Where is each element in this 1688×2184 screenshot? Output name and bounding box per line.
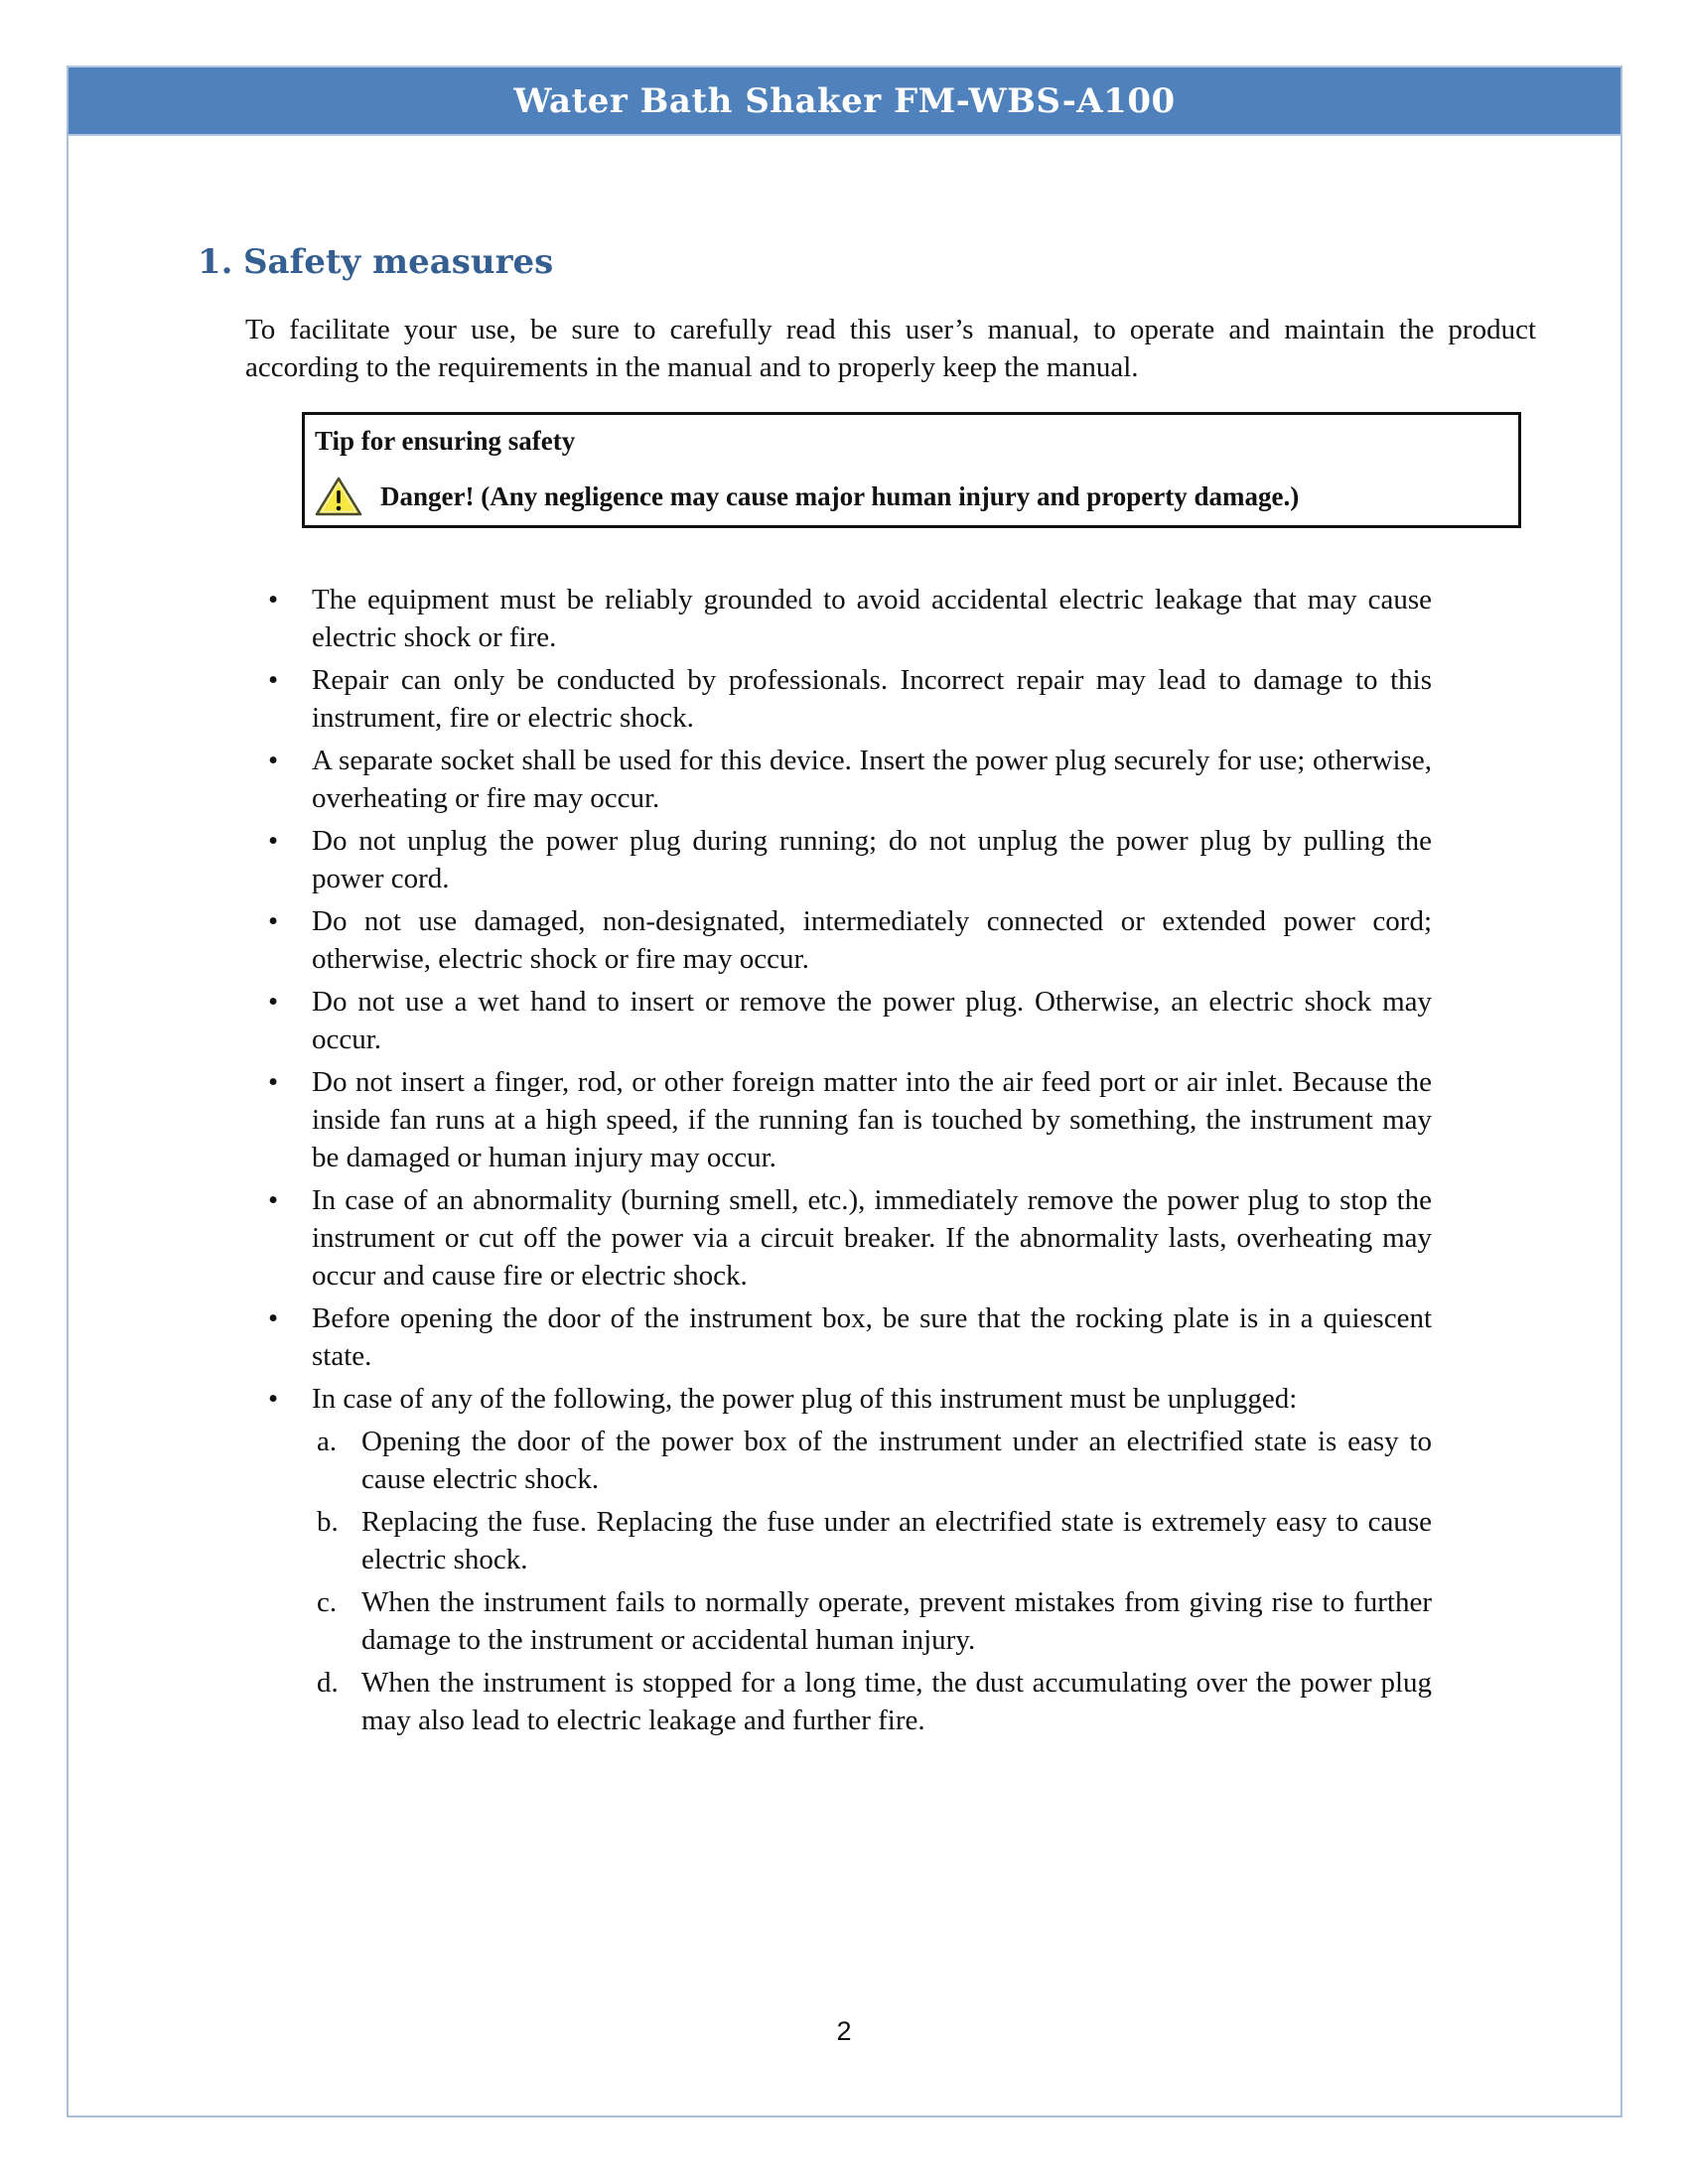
tip-box-title: Tip for ensuring safety [315, 426, 576, 456]
bullet-text-content: Before opening the door of the instrument box, be sure that the rocking plate is in a quiescent state. [312, 1302, 1432, 1372]
bullet-item [69, 1380, 1620, 1739]
bullet-text-content: In case of any of the following, the power plug of this instrument must be unplugged: [312, 1383, 1298, 1415]
bullet-item [69, 902, 1620, 978]
bullet-text [312, 983, 1432, 1058]
bullet-item [69, 661, 1620, 737]
warning-triangle-icon [315, 476, 362, 517]
header-banner [69, 66, 1620, 136]
bullet-item [69, 1299, 1620, 1375]
bullet-marker: • [268, 986, 279, 1018]
sub-item [312, 1664, 1432, 1739]
bullet-text [312, 822, 1432, 897]
page-number: 2 [836, 2016, 852, 2046]
section-title: Safety measures [243, 242, 554, 282]
bullet-item [69, 983, 1620, 1058]
bullet-text [312, 1380, 1432, 1739]
bullet-marker: • [268, 1184, 279, 1216]
content-frame [67, 66, 1622, 2117]
bullet-text-content: A separate socket shall be used for this device. Insert the power plug securely for use; otherwise, overheating or fire may occur. [312, 745, 1432, 814]
bullet-marker: • [268, 1383, 279, 1415]
sub-item-marker: a. [317, 1426, 338, 1457]
section-number: 1. [198, 242, 233, 282]
sub-item-marker: d. [317, 1667, 339, 1699]
safety-tip-box [302, 412, 1521, 528]
danger-row [315, 476, 1504, 517]
bullet-item [69, 822, 1620, 897]
bullet-item [69, 1063, 1620, 1176]
bullet-text-content: Repair can only be conducted by professionals. Incorrect repair may lead to damage to this instrument, fire or electric shock. [312, 664, 1432, 734]
bullet-item [69, 742, 1620, 817]
sub-item-text: Replacing the fuse. Replacing the fuse under an electrified state is extremely easy to cause electric shock. [361, 1506, 1432, 1575]
sub-item-text: Opening the door of the power box of the instrument under an electrified state is easy to cause electric shock. [361, 1426, 1432, 1495]
bullet-marker: • [268, 584, 279, 615]
safety-bullet-list [69, 581, 1620, 1739]
bullet-text-content: Do not insert a finger, rod, or other foreign matter into the air feed port or air inlet. Because the inside fan runs at a high speed, if the running fan is touched by something, the instrument may be damaged or human injury may occur. [312, 1066, 1432, 1173]
sub-item-marker: c. [317, 1586, 338, 1618]
sub-item-marker: b. [317, 1506, 339, 1538]
document-title: Water Bath Shaker FM-WBS-A100 [513, 80, 1176, 121]
sub-item [312, 1583, 1432, 1659]
bullet-text-content: Do not use damaged, non-designated, intermediately connected or extended power cord; otherwise, electric shock or fire may occur. [312, 905, 1432, 975]
bullet-text [312, 1181, 1432, 1295]
bullet-marker: • [268, 825, 279, 857]
bullet-item [69, 1181, 1620, 1295]
sub-item-text: When the instrument fails to normally operate, prevent mistakes from giving rise to further damage to the instrument or accidental human injury. [361, 1586, 1432, 1656]
bullet-text [312, 581, 1432, 656]
bullet-marker: • [268, 745, 279, 776]
bullet-text [312, 661, 1432, 737]
bullet-text-content: The equipment must be reliably grounded to avoid accidental electric leakage that may cause electric shock or fire. [312, 584, 1432, 653]
bullet-marker: • [268, 664, 279, 696]
sub-item-text: When the instrument is stopped for a long time, the dust accumulating over the power plug may also lead to electric leakage and further fire. [361, 1667, 1432, 1736]
bullet-text [312, 1063, 1432, 1176]
danger-text: Danger! (Any negligence may cause major human injury and property damage.) [380, 481, 1300, 511]
bullet-text-content: Do not use a wet hand to insert or remove the power plug. Otherwise, an electric shock may occur. [312, 986, 1432, 1055]
bullet-marker: • [268, 1302, 279, 1334]
bullet-text [312, 902, 1432, 978]
bullet-text-content: In case of an abnormality (burning smell, etc.), immediately remove the power plug to stop the instrument or cut off the power via a circuit breaker. If the abnormality lasts, overheating may occur and cause fire or electric shock. [312, 1184, 1432, 1292]
section-heading [198, 240, 1620, 284]
sub-item [312, 1423, 1432, 1498]
bullet-marker: • [268, 1066, 279, 1098]
bullet-text-content: Do not unplug the power plug during running; do not unplug the power plug by pulling the power cord. [312, 825, 1432, 894]
bullet-marker: • [268, 905, 279, 937]
bullet-text [312, 742, 1432, 817]
bullet-text [312, 1299, 1432, 1375]
sub-item [312, 1503, 1432, 1578]
bullet-item [69, 581, 1620, 656]
intro-paragraph: To facilitate your use, be sure to carefully read this user’s manual, to operate and maintain the product according to the requirements in the manual and to properly keep the manual. [245, 314, 1536, 383]
